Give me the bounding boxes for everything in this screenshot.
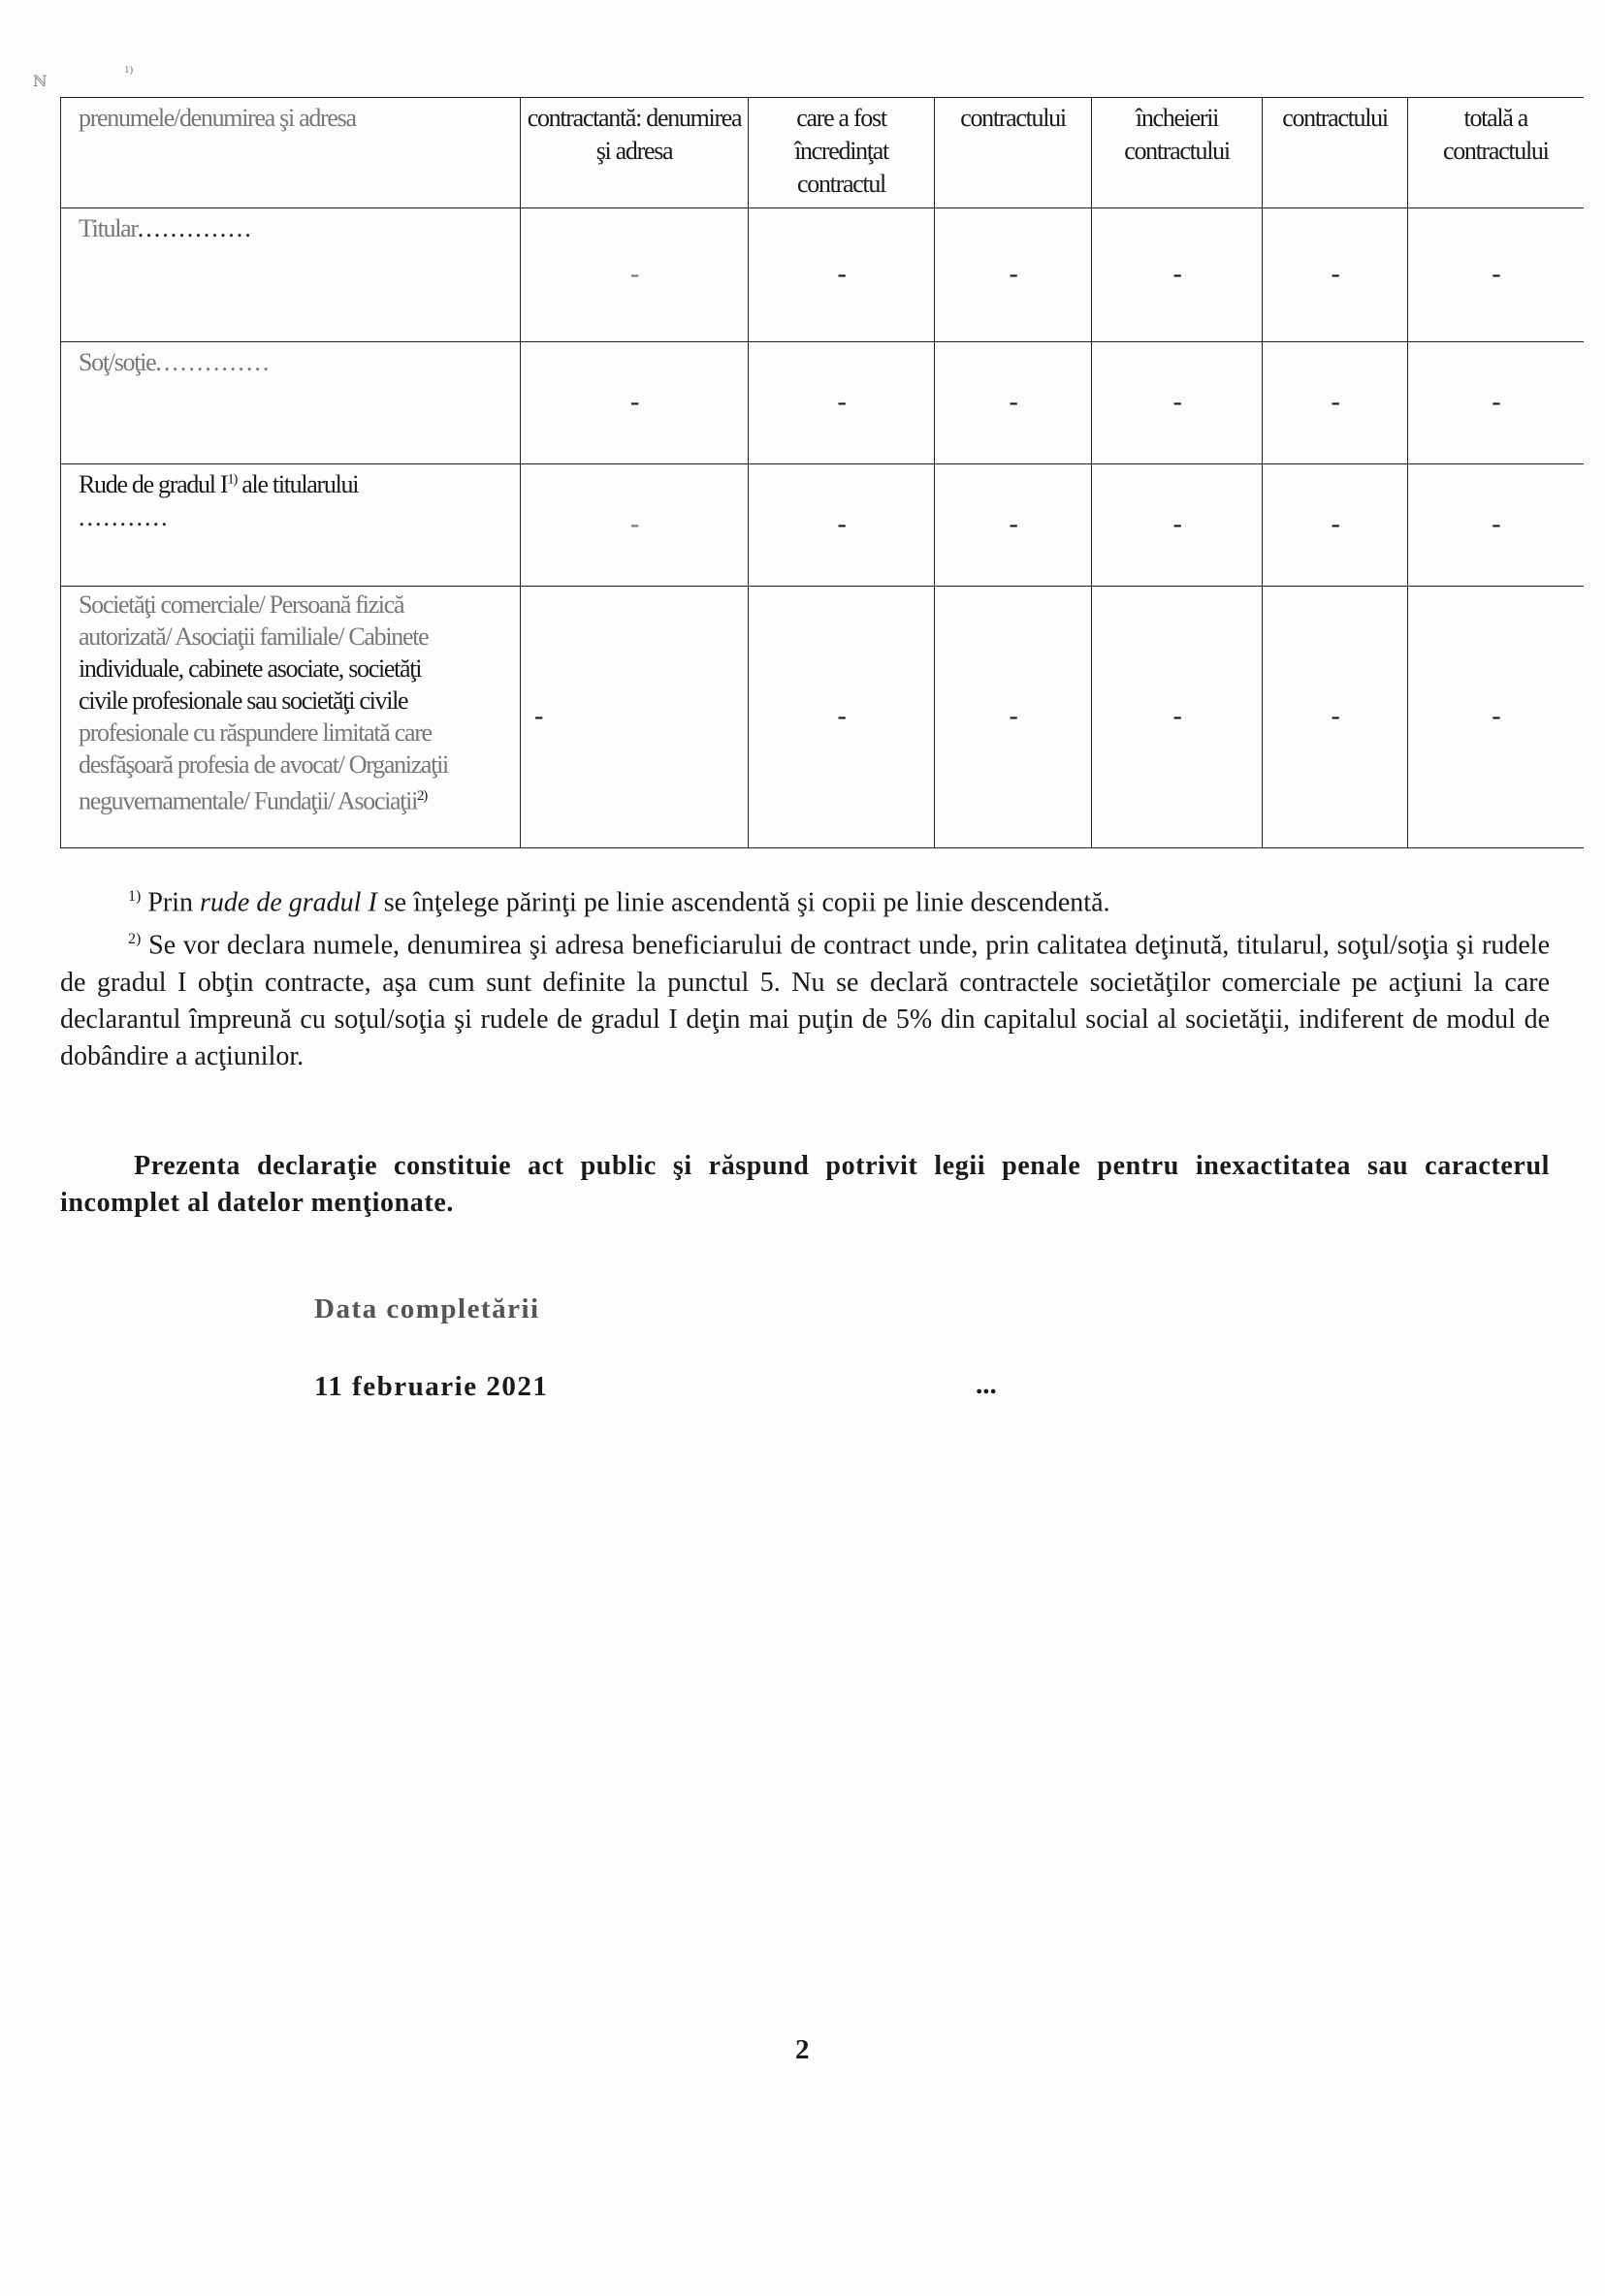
scan-corner-mark: ℕ (33, 74, 48, 90)
table-cell: - (521, 587, 749, 848)
table-cell: - (1263, 208, 1408, 342)
page-number: 2 (795, 2034, 810, 2065)
table-cell: - (1263, 342, 1408, 464)
footnotes (60, 878, 1550, 1075)
table-row (61, 342, 1584, 464)
table-cell: - (1408, 342, 1584, 464)
table-cell: - (749, 342, 935, 464)
signature-placeholder: ... (976, 1369, 997, 1400)
table-cell: - (1092, 464, 1263, 587)
table-cell: - (1408, 587, 1584, 848)
header-cell: contractului (1263, 98, 1408, 208)
table-cell: - (521, 208, 749, 342)
legal-statement: Prezenta declaraţie constituie act public şi răspund potrivit legii penale pentru inexactitatea sau caracterul incomplet al datelor menţionate. (60, 1151, 1550, 1218)
contracts-table (60, 97, 1584, 848)
table-cell: - (1092, 208, 1263, 342)
table-header-row (61, 98, 1584, 208)
table-cell: - (1408, 208, 1584, 342)
table-cell: - (749, 587, 935, 848)
table-cell: - (935, 208, 1092, 342)
header-cell: prenumele/denumirea şi adresa (61, 98, 521, 208)
completion-date-label: Data completării (314, 1293, 540, 1324)
row-label-companies: Societăţi comerciale/ Persoană fizică autorizată/ Asociaţii familiale/ Cabinete individuale, cabinete asociate, societăţi civile profesionale sau societăţi civile profesionale cu răspundere limitată care desfăşoară profesia de avocat/ Organizaţii neguvernamentale/ Fundaţii/ Asociaţii$^{2)}$ (61, 587, 521, 848)
completion-date-value: 11 februarie 2021 (314, 1371, 549, 1402)
row-label-titular: Titular.............. (61, 208, 521, 342)
table-cell: - (749, 464, 935, 587)
table-cell: - (1263, 587, 1408, 848)
footnote-1: $^{1)}$ Prin rude de gradul I se înţelege părinţi pe linie ascendentă şi copii pe linie descendentă. (128, 887, 1110, 918)
table-cell: - (1092, 342, 1263, 464)
header-cell: totală a contractului (1408, 98, 1584, 208)
table-row (61, 464, 1584, 587)
table-cell: - (521, 342, 749, 464)
table-cell: - (935, 587, 1092, 848)
table-cell: - (749, 208, 935, 342)
table-cell: - (935, 342, 1092, 464)
table-row (61, 208, 1584, 342)
header-cell: care a fost încredinţat contractul (749, 98, 935, 208)
header-cell: contractului (935, 98, 1092, 208)
header-cell: contractantă: denumirea şi adresa (521, 98, 749, 208)
table-cell: - (1092, 587, 1263, 848)
table-cell: - (935, 464, 1092, 587)
footnote-2: $^{2)}$ Se vor declara numele, denumirea şi adresa beneficiarului de contract unde, prin calitatea deţinută, titularul, soţul/soţia şi rudele de gradul I obţin contracte, aşa cum sunt definite la punctul 5. Nu se declară contractele societăţilor comerciale pe acţiuni la care declarantul împreună cu soţul/soţia şi rudele de gradul I deţin mai puţin de 5% din capitalul social al societăţii, indiferent de modul de dobândire a acţiunilor. (60, 930, 1550, 1071)
header-cell: încheierii contractului (1092, 98, 1263, 208)
table-row (61, 587, 1584, 848)
row-label-spouse: Soţ/soţie.............. (61, 342, 521, 464)
scan-corner-superscript: 1) (124, 64, 134, 76)
row-label-relatives: Rude de gradul $I^{1)}$ ale titularului ........... (61, 464, 521, 587)
table-cell: - (521, 464, 749, 587)
table-cell: - (1263, 464, 1408, 587)
table-cell: - (1408, 464, 1584, 587)
